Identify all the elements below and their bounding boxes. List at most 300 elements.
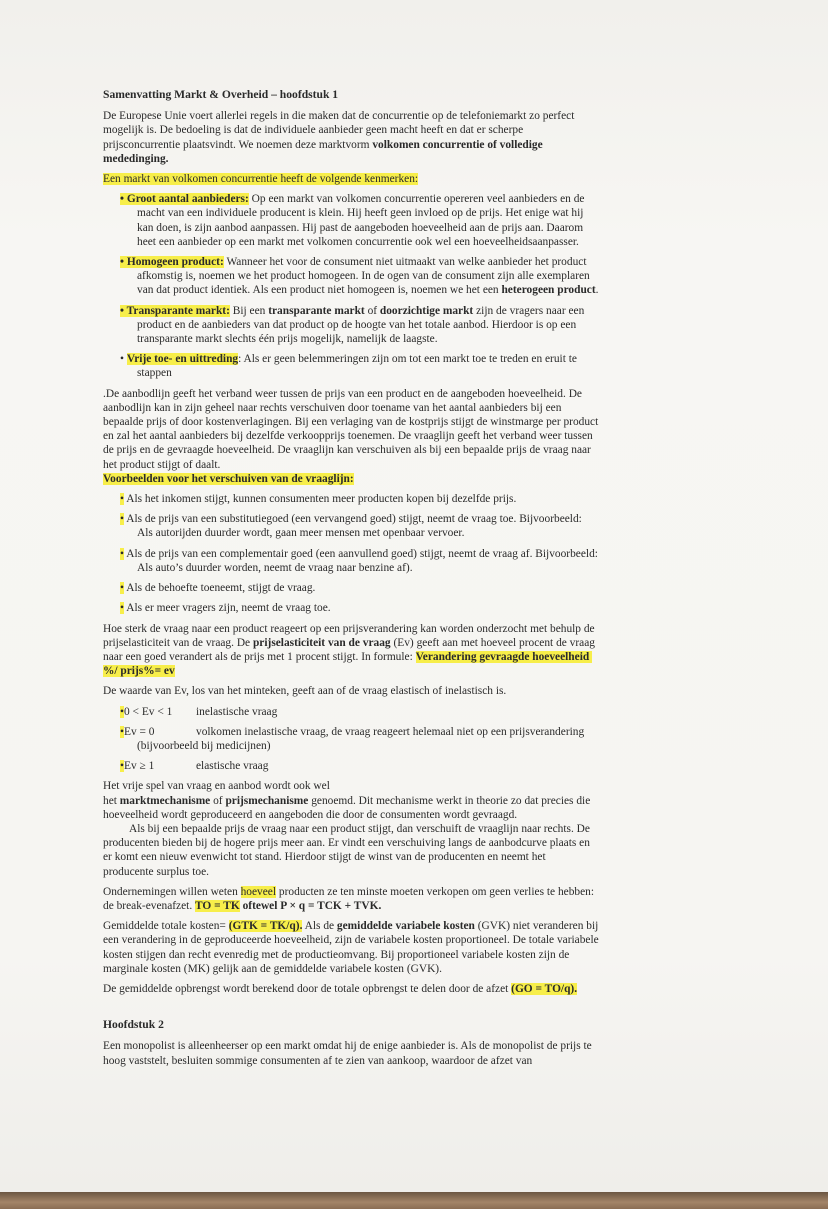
highlighted-text: concurrentie bbox=[220, 173, 281, 186]
text-run: aanbod. bbox=[453, 318, 492, 331]
text-run: hogere bbox=[223, 837, 258, 850]
text-run: kunnen bbox=[232, 493, 270, 506]
bullet-item bbox=[120, 581, 599, 595]
text-run: van bbox=[395, 851, 415, 864]
text-run: (GVK). bbox=[406, 962, 442, 975]
highlighted-text: (GTK bbox=[228, 920, 261, 933]
text-run: dat bbox=[156, 284, 174, 297]
text-run: opbrengst bbox=[175, 982, 223, 995]
text-run: aanbieder bbox=[487, 256, 535, 269]
text-run: vragers bbox=[182, 602, 219, 615]
bullet-marker: • bbox=[120, 725, 124, 738]
text-run: aangeboden bbox=[268, 808, 327, 821]
text-run: verschuiving bbox=[386, 837, 449, 850]
highlighted-text: vraaglijn: bbox=[305, 472, 354, 485]
text-run: allerlei bbox=[215, 110, 251, 123]
text-run: de bbox=[103, 444, 117, 457]
text-run: afzet bbox=[486, 982, 512, 995]
text-run: goed bbox=[290, 547, 316, 560]
text-run: het bbox=[269, 256, 287, 269]
text-run: is. bbox=[495, 685, 507, 698]
text-run: slechts bbox=[224, 333, 259, 346]
text-run: dat bbox=[524, 794, 542, 807]
text-run: bepaalde bbox=[103, 416, 147, 429]
text-run: De bbox=[103, 982, 120, 995]
text-run: producenten bbox=[103, 837, 163, 850]
text-run: Als bbox=[129, 822, 148, 835]
text-run: bij bbox=[147, 822, 163, 835]
text-run: verkopen bbox=[426, 885, 472, 898]
text-run: daalt. bbox=[195, 458, 221, 471]
text-run: te bbox=[489, 353, 501, 366]
text-run: aanbieders bbox=[508, 193, 561, 206]
bold-text: de bbox=[348, 636, 363, 649]
text-run: dat bbox=[234, 124, 251, 137]
text-run: aangeboden bbox=[354, 221, 412, 234]
text-run: prijs bbox=[224, 822, 248, 835]
highlighted-text: van bbox=[152, 173, 173, 186]
text-run: bij bbox=[231, 430, 246, 443]
text-run: het bbox=[198, 387, 216, 400]
paragraph bbox=[103, 794, 599, 822]
bold-text: of bbox=[487, 138, 500, 151]
highlighted-text: • bbox=[120, 582, 124, 595]
text-run: rechts. bbox=[543, 822, 577, 835]
text-run: per bbox=[546, 416, 564, 429]
bullet-item bbox=[120, 255, 599, 298]
text-run: (Ev) bbox=[393, 636, 417, 649]
text-run: bepaalde bbox=[181, 822, 225, 835]
text-run: wordt, bbox=[242, 527, 276, 540]
text-run: uitmaakt bbox=[395, 256, 439, 269]
highlighted-text: Groot bbox=[126, 193, 159, 206]
highlighted-text: product: bbox=[181, 256, 224, 269]
text-run: bij bbox=[195, 837, 211, 850]
text-run: de bbox=[144, 513, 159, 526]
text-run: plaatsvindt. bbox=[183, 138, 239, 151]
bold-text: markt bbox=[442, 304, 474, 317]
text-run: plaats bbox=[549, 837, 580, 850]
bold-text: markt bbox=[334, 304, 365, 317]
text-run: het bbox=[253, 270, 271, 283]
text-run: om bbox=[471, 885, 490, 898]
text-run: stijgt, bbox=[398, 513, 428, 526]
text-run: vraag. bbox=[287, 582, 316, 595]
text-run: willen bbox=[179, 885, 211, 898]
text-run: verkoopprijs bbox=[287, 430, 348, 443]
elasticity-term: 0 < Ev < 1 bbox=[124, 705, 173, 718]
text-run: op bbox=[309, 622, 325, 635]
text-run: zijn bbox=[538, 948, 559, 961]
highlighted-text: en bbox=[175, 353, 190, 366]
text-run: van bbox=[438, 256, 458, 269]
text-run: stand. bbox=[254, 851, 285, 864]
text-run: aan. bbox=[306, 837, 328, 850]
text-run: geeft bbox=[457, 430, 483, 443]
text-run: in bbox=[464, 794, 477, 807]
text-run: Als bbox=[304, 920, 324, 933]
text-run: door bbox=[296, 982, 321, 995]
text-run: kostenverlagingen. bbox=[205, 416, 295, 429]
text-run: een bbox=[158, 235, 178, 248]
text-run: nieuw bbox=[159, 851, 191, 864]
bold-text: × bbox=[289, 899, 299, 912]
text-run: de bbox=[103, 899, 117, 912]
text-run: het bbox=[227, 685, 244, 698]
text-run: zijn, bbox=[218, 602, 242, 615]
text-run: kosten= bbox=[189, 920, 229, 933]
text-run: een bbox=[186, 207, 206, 220]
bullet-item bbox=[120, 547, 599, 575]
highlighted-text: voor bbox=[166, 472, 192, 485]
text-run: autorijden bbox=[155, 527, 205, 540]
bold-text: concurrentie bbox=[422, 138, 488, 151]
text-run: product bbox=[385, 387, 424, 400]
text-run: op bbox=[432, 110, 447, 123]
elasticity-term: Ev = 0 bbox=[124, 725, 155, 738]
text-run: en bbox=[174, 318, 189, 331]
text-run: een bbox=[324, 622, 343, 635]
text-run: de bbox=[464, 822, 478, 835]
text-run: variabele bbox=[461, 948, 507, 961]
bullet-item bbox=[120, 601, 599, 615]
bold-text: = bbox=[307, 899, 318, 912]
text-run: variabele bbox=[329, 962, 375, 975]
text-run: bedoeling bbox=[175, 124, 224, 137]
text-run: bij bbox=[530, 401, 546, 414]
bullet-item bbox=[120, 192, 599, 249]
text-run: de bbox=[366, 808, 381, 821]
highlighted-text: • bbox=[120, 547, 124, 560]
table-surface bbox=[0, 1192, 828, 1209]
text-run: proportioneel bbox=[397, 948, 462, 961]
bold-text: van bbox=[327, 636, 349, 649]
highlighted-text: • bbox=[120, 193, 127, 206]
highlighted-text: aantal bbox=[158, 193, 192, 206]
text-run: de bbox=[320, 982, 335, 995]
elasticity-item bbox=[120, 725, 599, 753]
text-run: dan bbox=[396, 822, 416, 835]
text-run: door bbox=[347, 401, 372, 414]
bullet-marker: • bbox=[120, 760, 124, 773]
text-run: de bbox=[272, 602, 286, 615]
text-run: is, bbox=[397, 284, 411, 297]
text-run: minteken, bbox=[243, 685, 293, 698]
text-run: namelijk bbox=[346, 333, 390, 346]
text-run: procent bbox=[519, 636, 557, 649]
text-run: ze bbox=[327, 885, 341, 898]
text-run: kan bbox=[420, 622, 440, 635]
text-run: is, bbox=[185, 270, 199, 283]
text-run: verband bbox=[215, 387, 255, 400]
text-run: wordt bbox=[160, 808, 191, 821]
text-run: totale bbox=[161, 920, 190, 933]
text-run: neemt bbox=[263, 561, 295, 574]
text-run: maken bbox=[308, 110, 342, 123]
text-run: of bbox=[183, 458, 196, 471]
text-run: producten bbox=[278, 885, 328, 898]
highlighted-text: = bbox=[214, 899, 224, 912]
text-run: het bbox=[103, 458, 120, 471]
document-body bbox=[103, 109, 602, 996]
bold-text: TCK bbox=[317, 899, 345, 912]
text-run: met bbox=[460, 636, 481, 649]
text-run: het bbox=[103, 794, 120, 807]
text-run: gemiddelde bbox=[119, 982, 176, 995]
text-run: de bbox=[457, 513, 472, 526]
text-run: marktvorm bbox=[318, 138, 373, 151]
text-run: geeft bbox=[416, 636, 443, 649]
text-run: een bbox=[454, 235, 473, 248]
text-run: aan bbox=[442, 636, 461, 649]
text-run: verandering bbox=[121, 934, 179, 947]
text-run: proportioneel. bbox=[445, 934, 513, 947]
text-run: de bbox=[281, 948, 296, 961]
highlighted-text: TK/q). bbox=[269, 920, 303, 933]
text-run: aan. bbox=[524, 221, 547, 234]
text-run: is bbox=[184, 221, 195, 234]
text-run: product bbox=[289, 284, 328, 297]
text-run: deze bbox=[295, 138, 319, 151]
text-run: prijs bbox=[158, 547, 182, 560]
text-run: prijsverandering bbox=[342, 622, 421, 635]
text-run: van bbox=[388, 318, 409, 331]
text-run: genoemd. bbox=[311, 794, 359, 807]
highlighted-text: TO bbox=[195, 899, 215, 912]
text-run: individuele bbox=[205, 207, 260, 220]
text-run: de bbox=[230, 650, 245, 663]
text-run: hoeveel bbox=[480, 636, 520, 649]
text-run: er bbox=[144, 602, 157, 615]
text-run: naar bbox=[571, 444, 594, 457]
text-run: • bbox=[120, 353, 127, 366]
text-run: Als bbox=[126, 547, 145, 560]
text-run: gevraagde bbox=[166, 444, 217, 457]
text-run: en bbox=[423, 387, 438, 400]
text-run: vraag bbox=[362, 685, 391, 698]
text-run: een bbox=[249, 304, 269, 317]
text-run: dat bbox=[459, 124, 477, 137]
text-run: tot bbox=[239, 851, 255, 864]
text-run: consument bbox=[323, 256, 376, 269]
text-run: de bbox=[529, 444, 544, 457]
paragraph bbox=[103, 779, 599, 793]
text-run: de bbox=[144, 547, 159, 560]
text-run: totale bbox=[334, 982, 363, 995]
text-run: mensen bbox=[325, 527, 363, 540]
text-run: behoefte bbox=[158, 582, 201, 595]
text-run: dan bbox=[168, 948, 189, 961]
text-run: het bbox=[482, 430, 500, 443]
text-run: noemen bbox=[256, 138, 296, 151]
text-run: hoeveelheid bbox=[103, 808, 161, 821]
text-run: een bbox=[238, 235, 258, 248]
highlighted-text: = bbox=[260, 920, 270, 933]
text-run: van bbox=[376, 416, 396, 429]
text-run: de bbox=[247, 822, 262, 835]
text-run: . bbox=[595, 284, 599, 297]
elasticity-description: reageert bbox=[373, 725, 413, 738]
text-run: aanbieders bbox=[479, 401, 531, 414]
text-run: Bijvoorbeeld: bbox=[519, 513, 585, 526]
text-run: Bij bbox=[232, 304, 250, 317]
text-run: totale bbox=[528, 934, 557, 947]
highlighted-text: volgende bbox=[319, 173, 365, 186]
text-run: zijn bbox=[371, 353, 392, 366]
text-run: die bbox=[291, 110, 309, 123]
text-run: stijgt bbox=[248, 582, 274, 595]
text-run: bij bbox=[436, 493, 452, 506]
text-run: stijgen bbox=[135, 948, 169, 961]
text-run: product bbox=[137, 318, 175, 331]
text-run: Als bbox=[137, 561, 156, 574]
text-run: In bbox=[361, 650, 374, 663]
text-run: de bbox=[260, 962, 274, 975]
text-run: vraag bbox=[471, 513, 500, 526]
highlighted-text: markt bbox=[123, 173, 153, 186]
highlighted-text: aanbieders: bbox=[191, 193, 249, 206]
text-run: aanbod bbox=[214, 221, 251, 234]
text-run: kosten bbox=[374, 962, 407, 975]
text-run: hoeveelheid. bbox=[507, 387, 569, 400]
text-run: de bbox=[354, 934, 369, 947]
bullet-marker: • bbox=[120, 705, 124, 718]
chapter-2-heading: Hoofdstuk 2 bbox=[103, 1018, 164, 1032]
text-run: een bbox=[271, 284, 290, 297]
text-run: naar bbox=[336, 561, 359, 574]
text-run: hoeveelheidsaanpasser. bbox=[472, 235, 579, 248]
text-run: gaan bbox=[275, 527, 300, 540]
text-run: of bbox=[336, 685, 349, 698]
text-run: een bbox=[311, 416, 331, 429]
text-run: producent bbox=[259, 207, 309, 220]
text-run: voor bbox=[286, 256, 310, 269]
text-run: niet bbox=[512, 920, 533, 933]
text-run: doen, bbox=[156, 221, 185, 234]
text-run: een bbox=[545, 401, 565, 414]
text-run: naar bbox=[191, 622, 215, 635]
text-run: de bbox=[149, 622, 164, 635]
text-run: aanbodlijn bbox=[121, 387, 173, 400]
text-run: en bbox=[579, 837, 593, 850]
text-run: de bbox=[488, 221, 502, 234]
text-run: Als bbox=[137, 527, 156, 540]
text-run: dat bbox=[341, 110, 359, 123]
text-run: te bbox=[546, 885, 558, 898]
text-run: een bbox=[311, 822, 331, 835]
text-run: op bbox=[546, 318, 561, 331]
text-run: verband bbox=[499, 430, 540, 443]
text-run: als bbox=[414, 444, 430, 457]
text-run: een bbox=[268, 193, 288, 206]
text-run: de bbox=[496, 304, 510, 317]
text-run: opereren bbox=[444, 193, 487, 206]
text-run: zo bbox=[529, 110, 543, 123]
text-run: een bbox=[103, 934, 122, 947]
text-run: de bbox=[472, 982, 487, 995]
text-run: prijs bbox=[244, 650, 268, 663]
text-run: de bbox=[414, 851, 429, 864]
text-run: moeten bbox=[390, 885, 427, 898]
text-run: prijs bbox=[277, 333, 301, 346]
elasticity-description: op bbox=[476, 725, 491, 738]
text-run: heeft bbox=[364, 207, 391, 220]
text-run: toe. bbox=[499, 513, 520, 526]
text-run: door bbox=[448, 982, 473, 995]
text-run: de bbox=[476, 416, 491, 429]
text-run: reageert bbox=[270, 622, 310, 635]
text-run: neemt bbox=[427, 513, 458, 526]
text-run: dezelfde bbox=[451, 493, 494, 506]
text-run: concurrentie bbox=[384, 193, 444, 206]
highlighted-text: de bbox=[291, 472, 306, 485]
text-run: Er bbox=[327, 837, 342, 850]
text-run: concurrentie bbox=[355, 235, 416, 248]
text-run: (een bbox=[315, 547, 339, 560]
text-run: kan bbox=[336, 444, 357, 457]
text-run: Ondernemingen bbox=[103, 885, 180, 898]
text-run: stijgt, bbox=[368, 822, 397, 835]
text-run: Europese bbox=[119, 110, 165, 123]
highlighted-text: TK bbox=[223, 899, 240, 912]
text-run: de bbox=[446, 110, 460, 123]
text-run: inelastisch bbox=[444, 685, 496, 698]
text-run: meer bbox=[280, 837, 307, 850]
bullet-item bbox=[120, 352, 599, 380]
bold-text: variabele bbox=[395, 920, 444, 933]
text-run: toename bbox=[371, 401, 414, 414]
text-run: formule: bbox=[373, 650, 416, 663]
highlighted-text: (GO bbox=[511, 982, 536, 995]
text-run: consument bbox=[445, 270, 498, 283]
text-run: duurder bbox=[185, 561, 225, 574]
text-run: wel bbox=[435, 235, 455, 248]
text-run: om bbox=[391, 353, 410, 366]
text-run: af. bbox=[520, 547, 536, 560]
text-run: kan bbox=[153, 401, 174, 414]
text-run: consumenten bbox=[380, 808, 444, 821]
text-run: de bbox=[558, 948, 573, 961]
text-run: individuele bbox=[264, 124, 319, 137]
text-run: stijgt, bbox=[419, 547, 449, 560]
text-run: te bbox=[410, 982, 422, 995]
text-run: een bbox=[482, 284, 502, 297]
text-run: hoogte bbox=[355, 318, 389, 331]
text-run: aanbodcurve bbox=[488, 837, 550, 850]
text-run: goed) bbox=[369, 513, 399, 526]
elasticity-description: vraag bbox=[252, 705, 278, 718]
text-run: van bbox=[253, 318, 273, 331]
bold-text: vraag bbox=[362, 636, 391, 649]
text-run: met bbox=[267, 650, 288, 663]
text-run: de bbox=[210, 837, 224, 850]
highlighted-text: hoeveel bbox=[240, 885, 277, 898]
text-run: berekend bbox=[252, 982, 297, 995]
text-run: is. bbox=[146, 124, 160, 137]
text-run: het bbox=[534, 256, 552, 269]
text-run: gemiddelde bbox=[273, 962, 330, 975]
highlighted-text: uittreding bbox=[189, 353, 239, 366]
text-run: prijs. bbox=[479, 207, 506, 220]
text-run: (een bbox=[291, 513, 314, 526]
text-run: enige bbox=[524, 207, 553, 220]
text-run: producten bbox=[357, 493, 407, 506]
text-run: de bbox=[431, 270, 446, 283]
text-run: volkomen bbox=[306, 235, 356, 248]
text-run: de bbox=[475, 837, 489, 850]
text-run: een bbox=[568, 304, 588, 317]
highlighted-text: gevraagde bbox=[479, 650, 533, 663]
